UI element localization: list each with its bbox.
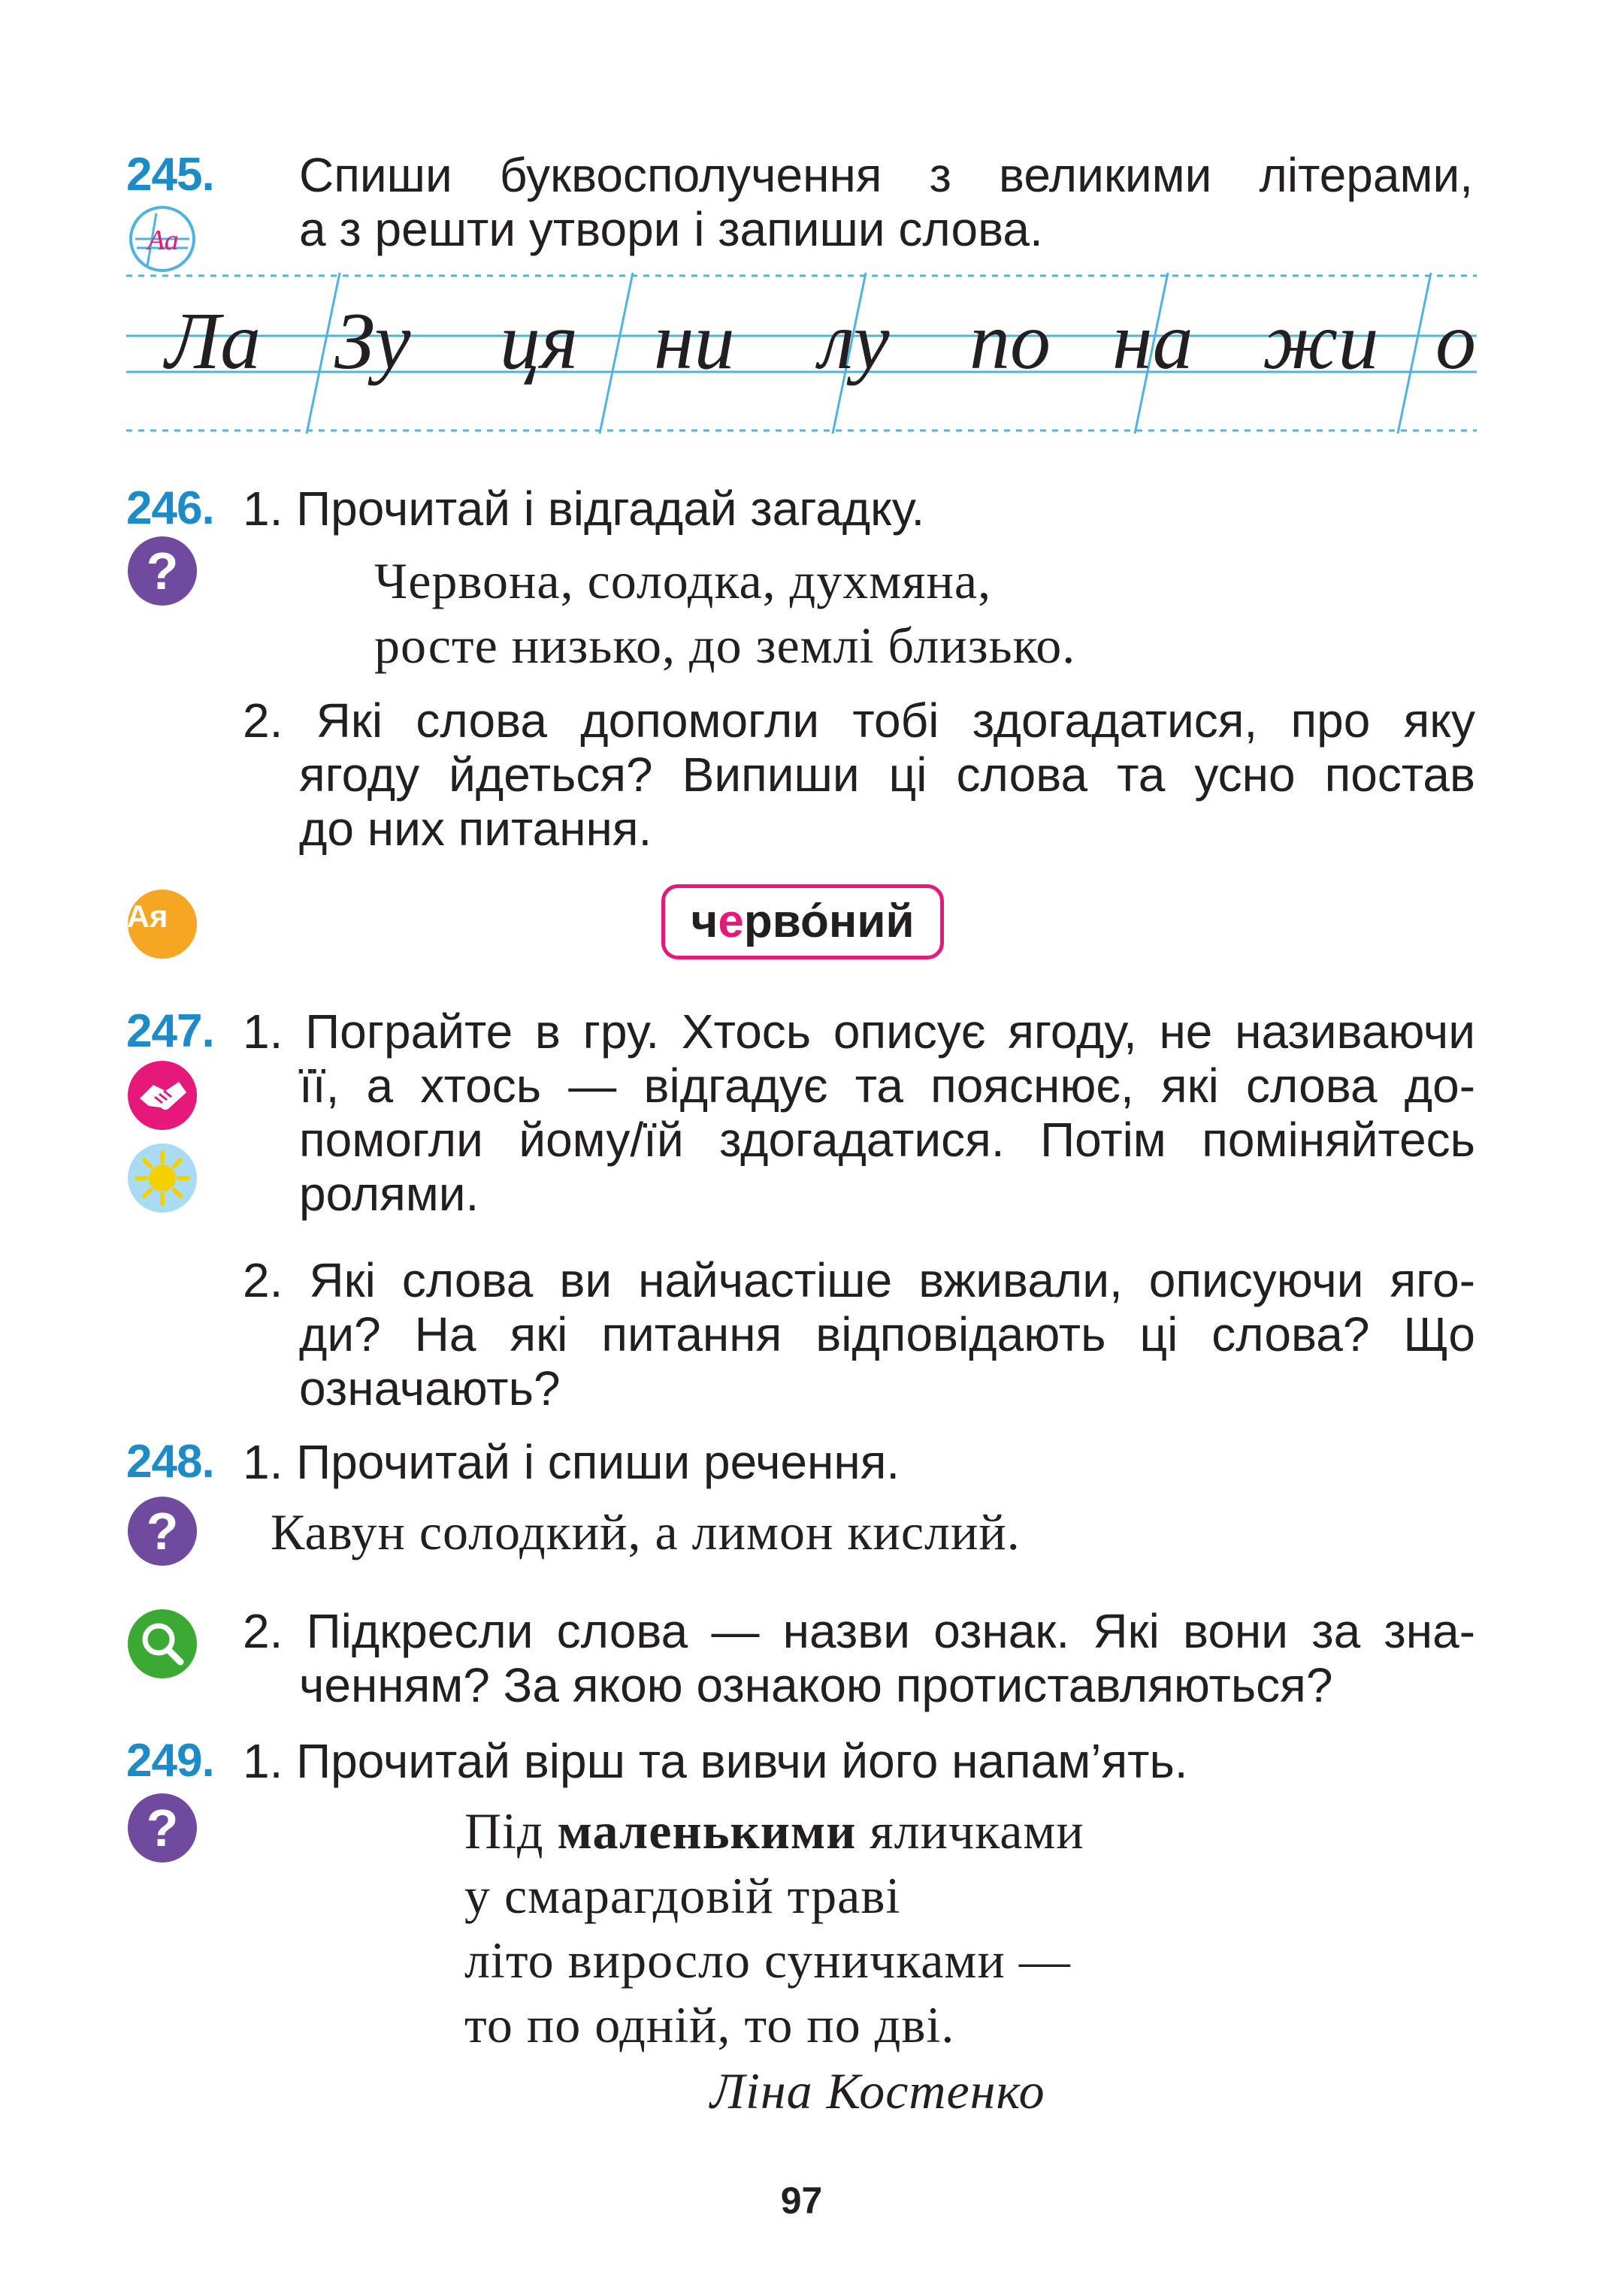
task-line: її, а хтось — відгадує та пояснює, які слова до- xyxy=(299,1059,1475,1113)
exercise-number-246: 246. xyxy=(126,482,214,534)
task-line: 2. Які слова допомогли тобі здогадатися, про яку xyxy=(243,693,1475,748)
instruction-line: Спиши буквосполучення з великими літерами, xyxy=(299,148,1473,202)
task-line: ягоду йдеться? Випиши ці слова та усно постав xyxy=(299,748,1475,802)
cursive-syllable: о xyxy=(1435,297,1476,386)
exercise-249-task-1 xyxy=(243,1734,1475,1788)
riddle-line: Червона, солодка, духмяна, xyxy=(374,552,992,609)
question-icon xyxy=(126,535,198,607)
cursive-syllable: лу xyxy=(819,297,890,386)
instruction-line: а з решти утвори і запиши слова. xyxy=(299,202,1043,256)
task-line: 1. Прочитай вірш та вивчи його напам’ять. xyxy=(243,1734,1188,1788)
task-line: ди? На які питання відповідають ці слова? Що xyxy=(299,1307,1475,1361)
exercise-number-249: 249. xyxy=(126,1735,214,1787)
task-line: 2. Підкресли слова — назви ознак. Які вони за зна- xyxy=(243,1604,1475,1658)
exercise-246-task-2 xyxy=(243,693,1475,856)
task-line: 2. Які слова ви найчастіше вживали, описуючи яго- xyxy=(243,1253,1475,1307)
cursive-syllable: Ла xyxy=(165,297,262,386)
page-number: 97 xyxy=(780,2180,823,2222)
task-line: ролями. xyxy=(299,1167,479,1221)
cursive-syllable: жи xyxy=(1263,297,1379,386)
svg-text:?: ? xyxy=(146,1799,179,1857)
sun-icon xyxy=(126,1142,198,1214)
question-icon xyxy=(126,1495,198,1567)
riddle xyxy=(374,548,1075,678)
poem-line: у смарагдовій траві xyxy=(464,1867,901,1924)
cursive-syllable: ни xyxy=(654,297,735,386)
magnifier-icon xyxy=(126,1608,198,1680)
task-line: означають? xyxy=(299,1361,561,1415)
poem xyxy=(464,1799,1084,2057)
poem-author: Ліна Костенко xyxy=(710,2062,1045,2119)
exercise-246-task-1 xyxy=(243,482,1475,536)
accented-letter: е xyxy=(718,896,744,947)
poem-line: літо виросло суничками — xyxy=(464,1932,1071,1989)
exercise-245-instruction xyxy=(299,148,1473,256)
exercise-number-247: 247. xyxy=(126,1005,214,1057)
handwriting-icon xyxy=(126,203,198,275)
exercise-247-task-2 xyxy=(243,1253,1475,1415)
poem-line: то по одній, то по дві. xyxy=(464,1996,955,2053)
exercise-248-task-1 xyxy=(243,1435,1475,1489)
cursive-syllables xyxy=(165,297,1488,394)
exercise-number-248: 248. xyxy=(126,1436,214,1488)
riddle-line: росте низько, до землі близько. xyxy=(374,617,1076,674)
svg-text:Ая: Ая xyxy=(126,899,168,934)
task-line: 1. Прочитай і відгадай загадку. xyxy=(243,482,925,536)
cursive-syllable: на xyxy=(1112,297,1193,386)
task-line: ченням? За якою ознакою протиставляються? xyxy=(299,1658,1333,1712)
emphasized-word: маленькими xyxy=(557,1802,857,1859)
question-icon xyxy=(126,1792,198,1864)
svg-text:Аа: Аа xyxy=(147,225,179,256)
task-line: до них питання. xyxy=(299,802,652,856)
handshake-icon xyxy=(126,1059,198,1131)
exercise-247-task-1 xyxy=(243,1005,1475,1221)
task-line: помогли йому/їй здогадатися. Потім поміняйтесь xyxy=(299,1113,1475,1167)
dictionary-icon xyxy=(126,888,198,960)
cursive-syllable: по xyxy=(969,297,1051,386)
svg-text:?: ? xyxy=(146,542,179,600)
exercise-248-task-2 xyxy=(243,1604,1475,1712)
cursive-syllable: Зу xyxy=(334,297,411,386)
task-line: 1. Прочитай і спиши речення. xyxy=(243,1435,900,1489)
poem-line: Під маленькими яличками xyxy=(464,1802,1084,1859)
cursive-syllable: ця xyxy=(500,297,579,386)
task-line: 1. Пограйте в гру. Хтось описує ягоду, не називаючи xyxy=(243,1005,1475,1059)
example-sentence: Кавун солодкий, а лимон кислий. xyxy=(271,1503,1021,1560)
exercise-number-245: 245. xyxy=(126,149,214,201)
vocabulary-word: черво́ний xyxy=(661,884,944,959)
svg-text:?: ? xyxy=(146,1502,179,1560)
